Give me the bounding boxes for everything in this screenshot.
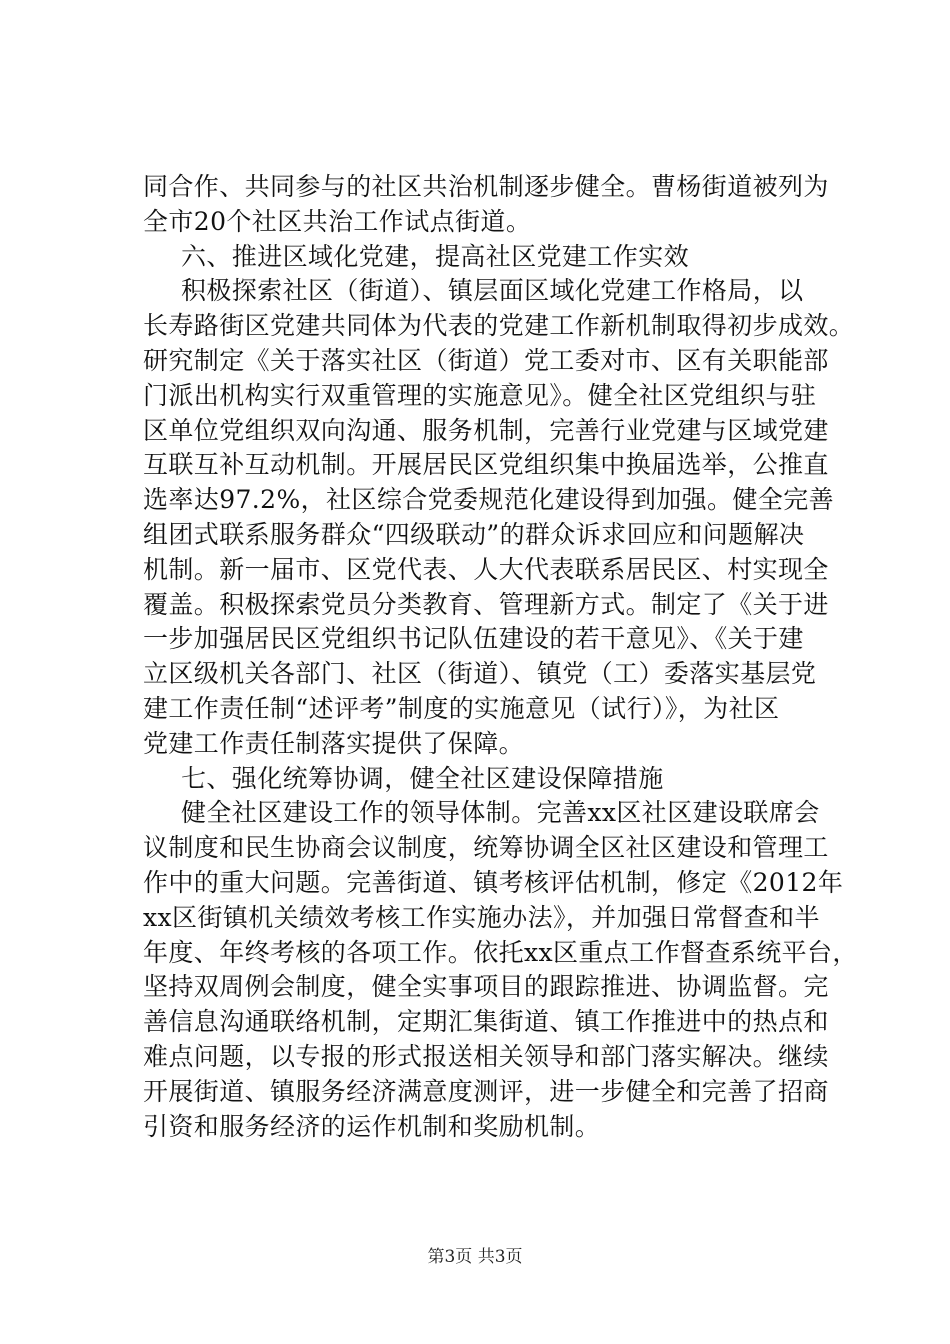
text-line: 建工作责任制“述评考”制度的实施意见（试行）》，为社区 [143, 693, 780, 723]
text-line: 作中的重大问题。完善街道、镇考核评估机制，修定《2012年 [143, 867, 844, 897]
text-line: 年度、年终考核的各项工作。依托xx区重点工作督查系统平台， [143, 937, 858, 967]
text-line: 坚持双周例会制度，健全实事项目的跟踪推进、协调监督。完 [143, 972, 829, 1002]
text-line: 长寿路街区党建共同体为代表的党建工作新机制取得初步成效。 [143, 311, 855, 341]
text-line: 选率达97.2%，社区综合党委规范化建设得到加强。健全完善 [143, 485, 835, 515]
text-line: 健全社区建设工作的领导体制。完善xx区社区建设联席会 [181, 798, 820, 828]
text-line: 机制。新一届市、区党代表、人大代表联系居民区、村实现全 [143, 554, 829, 584]
page-footer: 第3页 共3页 [427, 1247, 523, 1267]
text-line: 议制度和民生协商会议制度，统筹协调全区社区建设和管理工 [143, 833, 829, 863]
text-line: 开展街道、镇服务经济满意度测评，进一步健全和完善了招商 [143, 1076, 829, 1106]
text-line: 一步加强居民区党组织书记队伍建设的若干意见》、《关于建 [143, 624, 804, 654]
text-line: xx区街镇机关绩效考核工作实施办法》，并加强日常督查和半 [143, 902, 820, 932]
text-line: 组团式联系服务群众“四级联动”的群众诉求回应和问题解决 [143, 519, 805, 549]
text-line: 研究制定《关于落实社区（街道）党工委对市、区有关职能部 [143, 345, 829, 375]
text-line: 引资和服务经济的运作机制和奖励机制。 [143, 1111, 601, 1141]
text-line: 覆盖。积极探索党员分类教育、管理新方式。制定了《关于进 [143, 589, 829, 619]
text-line: 党建工作责任制落实提供了保障。 [143, 728, 525, 758]
text-line: 同合作、共同参与的社区共治机制逐步健全。曹杨街道被列为 [143, 172, 829, 201]
document-body [143, 170, 858, 1144]
text-line: 积极探索社区（街道）、镇层面区域化党建工作格局，以 [181, 276, 804, 306]
text-line: 门派出机构实行双重管理的实施意见》。健全社区党组织与驻 [143, 380, 817, 410]
text-line: 难点问题，以专报的形式报送相关领导和部门落实解决。继续 [143, 1041, 829, 1071]
text-line: 六、推进区域化党建，提高社区党建工作实效 [181, 241, 690, 271]
text-line: 善信息沟通联络机制，定期汇集街道、镇工作推进中的热点和 [143, 1007, 829, 1037]
text-line: 全市20个社区共治工作试点街道。 [143, 206, 532, 236]
text-line: 互联互补互动机制。开展居民区党组织集中换届选举，公推直 [143, 450, 829, 480]
text-line: 七、强化统筹协调，健全社区建设保障措施 [181, 763, 664, 793]
text-line: 立区级机关各部门、社区（街道）、镇党（工）委落实基层党 [143, 659, 817, 689]
text-line: 区单位党组织双向沟通、服务机制，完善行业党建与区域党建 [143, 415, 829, 445]
